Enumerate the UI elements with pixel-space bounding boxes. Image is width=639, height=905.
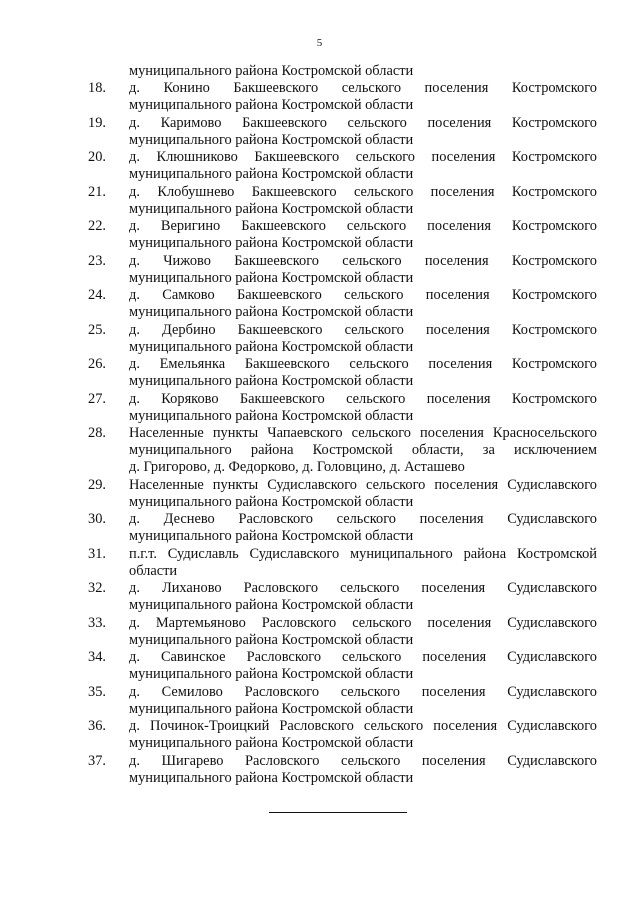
item-line: муниципального района Костромской области [129, 269, 414, 286]
item-line: д. Клюшниково Бакшеевского сельского поселения Костромского [129, 149, 597, 165]
item-text [129, 356, 597, 390]
settlement-list [88, 63, 597, 787]
list-item-32 [88, 580, 597, 615]
continued-text: муниципального района Костромской области [129, 63, 414, 79]
item-line: муниципального района Костромской области [129, 735, 414, 752]
item-line: д. Конино Бакшеевского сельского поселения Костромского [129, 80, 597, 96]
item-line: муниципального района Костромской области [129, 304, 414, 320]
item-number: 30. [88, 511, 106, 528]
item-line: п.г.т. Судиславль Судиславского муниципального района Костромской [129, 545, 597, 562]
item-text [129, 149, 597, 183]
item-line: муниципального района Костромской области [129, 131, 414, 148]
item-line: д. Емельянка Бакшеевского сельского поселения Костромского [129, 356, 597, 372]
item-text [129, 391, 597, 425]
item-number: 36. [88, 718, 106, 735]
item-text [129, 322, 597, 356]
list-item-33 [88, 615, 597, 650]
item-number: 22. [88, 218, 106, 234]
list-item-34 [88, 649, 597, 684]
item-line: муниципального района Костромской области [129, 597, 414, 614]
list-item-36 [88, 718, 597, 753]
item-line: д. Семилово Расловского сельского поселения Судиславского [129, 683, 597, 700]
item-number: 23. [88, 252, 106, 269]
item-line: муниципального района Костромской области [129, 493, 414, 510]
item-line: д. Шигарево Расловского сельского поселения Судиславского [129, 752, 597, 769]
list-item-37 [88, 753, 597, 788]
list-item-31 [88, 546, 597, 581]
item-line: д. Деснево Расловского сельского поселения Судиславского [129, 511, 597, 528]
item-line: муниципального района Костромской области [129, 666, 414, 683]
item-line: муниципального района Костромской области [129, 700, 414, 717]
item-line: д. Мартемьяново Расловского сельского поселения Судиславского [129, 614, 597, 631]
list-item-35 [88, 684, 597, 719]
item-line: муниципального района Костромской области [129, 528, 414, 545]
item-text [129, 684, 597, 718]
item-number: 32. [88, 580, 106, 597]
list-item-20 [88, 149, 597, 184]
item-text [129, 80, 597, 114]
item-text [129, 184, 597, 218]
item-line: муниципального района Костромской области [129, 166, 414, 182]
item-text [129, 477, 597, 511]
list-item-23 [88, 253, 597, 288]
item-line: муниципального района Костромской области [129, 769, 414, 786]
item-line: д. Клобушнево Бакшеевского сельского поселения Костромского [129, 183, 597, 200]
item-line: д. Савинское Расловского сельского поселения Судиславского [129, 649, 597, 666]
item-line: муниципального района Костромской области [129, 97, 414, 113]
item-number: 21. [88, 183, 106, 200]
item-line: муниципального района Костромской области [129, 407, 414, 424]
item-line: д. Починок-Троицкий Расловского сельского поселения Судиславского [129, 718, 597, 735]
item-number: 19. [88, 114, 106, 131]
item-line: муниципального района Костромской области [129, 200, 414, 217]
item-number: 28. [88, 425, 106, 441]
item-line: д. Каримово Бакшеевского сельского поселения Костромского [129, 114, 597, 131]
item-line: муниципального района Костромской области, за исключением [129, 442, 597, 458]
item-line: д. Самково Бакшеевского сельского поселения Костромского [129, 287, 597, 303]
item-number: 31. [88, 545, 106, 562]
list-item-27 [88, 391, 597, 426]
list-item-28 [88, 425, 597, 477]
list-item-25 [88, 322, 597, 357]
item-text [129, 649, 597, 683]
item-line: д. Григорово, д. Федорково, д. Головцино, д. Асташево [129, 459, 465, 475]
item-number: 24. [88, 287, 106, 303]
item-text [129, 425, 597, 476]
list-item-29 [88, 477, 597, 512]
item-line: д. Дербино Бакшеевского сельского поселения Костромского [129, 321, 597, 338]
page-number: 5 [316, 37, 323, 49]
item-number: 26. [88, 356, 106, 372]
item-line: д. Коряково Бакшеевского сельского поселения Костромского [129, 390, 597, 407]
item-number: 27. [88, 390, 106, 407]
item-line: д. Чижово Бакшеевского сельского поселения Костромского [129, 252, 597, 269]
item-line: д. Лиханово Расловского сельского поселения Судиславского [129, 580, 597, 597]
item-text [129, 546, 597, 580]
list-item-30 [88, 511, 597, 546]
item-line: Населенные пункты Чапаевского сельского поселения Красносельского [129, 425, 597, 441]
item-line: муниципального района Костромской области [129, 631, 414, 648]
item-number: 35. [88, 683, 106, 700]
item-text [129, 115, 597, 149]
item-line: области [129, 562, 178, 579]
item-number: 29. [88, 476, 106, 493]
list-item-19 [88, 115, 597, 150]
item-line: Населенные пункты Судиславского сельского поселения Судиславского [129, 476, 597, 493]
list-item-18 [88, 80, 597, 115]
item-text [129, 253, 597, 287]
list-item-24 [88, 287, 597, 322]
item-text [129, 287, 597, 321]
item-text [129, 615, 597, 649]
item-text [129, 580, 597, 614]
item-number: 18. [88, 80, 106, 96]
item-number: 25. [88, 321, 106, 338]
item-text [129, 718, 597, 752]
item-number: 34. [88, 649, 106, 666]
item-number: 33. [88, 614, 106, 631]
item-text [129, 753, 597, 787]
list-item-21 [88, 184, 597, 219]
list-item-22 [88, 218, 597, 253]
item-text [129, 511, 597, 545]
item-text [129, 218, 597, 252]
item-line: муниципального района Костромской области [129, 338, 414, 355]
item-line: муниципального района Костромской области [129, 373, 414, 389]
item-line: муниципального района Костромской области [129, 235, 414, 251]
list-item-26 [88, 356, 597, 391]
end-divider [269, 812, 407, 813]
item-number: 37. [88, 752, 106, 769]
item-number: 20. [88, 149, 106, 165]
item-line: д. Веригино Бакшеевского сельского поселения Костромского [129, 218, 597, 234]
